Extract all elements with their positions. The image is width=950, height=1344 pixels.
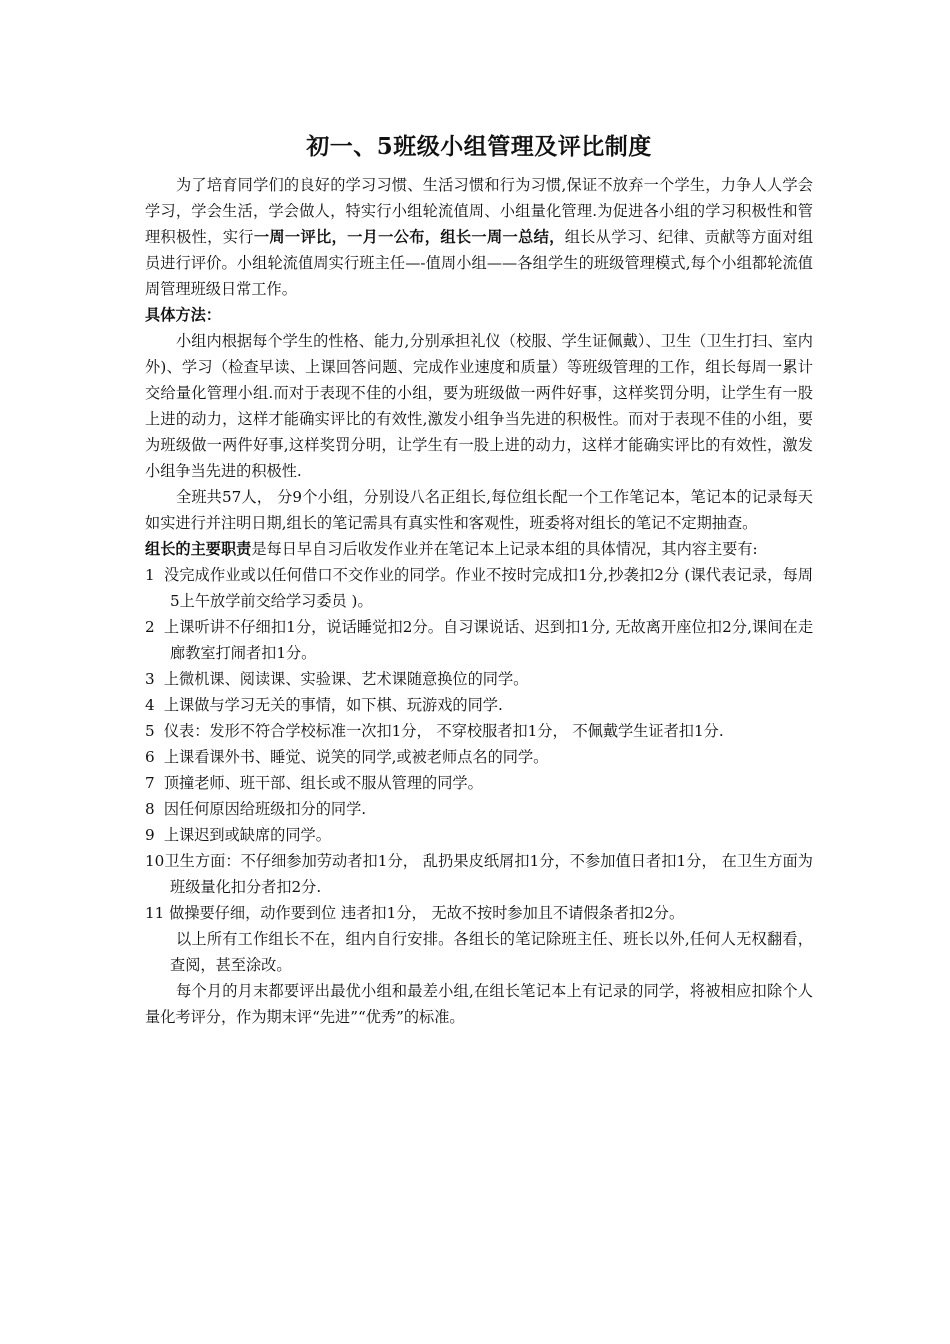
list-item-number: 8	[145, 800, 155, 818]
list-item-text: 仪表：发形不符合学校标准一次扣1分， 不穿校服者扣1分， 不佩戴学生证者扣1分.	[163, 722, 724, 740]
rules-list	[145, 562, 813, 926]
list-item-number: 2	[145, 618, 155, 636]
closing-paragraph-2: 每个月的月末都要评出最优小组和最差小组,在组长笔记本上有记录的同学，将被相应扣除个人量化考评分，作为期末评“先进”“优秀”的标准。	[145, 982, 813, 1026]
list-item-number: 9	[145, 826, 155, 844]
list-item	[145, 796, 813, 822]
list-item	[145, 848, 813, 900]
document-page	[145, 130, 813, 1030]
intro-text-part1: 为了培育同学们的良好的学习习惯、生活习惯和行为习惯,保证不放弃一个学生，力争人人学会学习，学会生活，学会做人，特实行小组轮流值周、小组量化管理.为促进各小组的学习积极性和管理积极性，实行	[145, 176, 813, 246]
method-paragraph-1: 小组内根据每个学生的性格、能力,分别承担礼仪（校服、学生证佩戴）、卫生（卫生打扫、室内外)、学习（检查早读、上课回答问题、完成作业速度和质量）等班级管理的工作，组长每周一累计交给量化管理小组.而对于表现不佳的小组，要为班级做一两件好事，这样奖罚分明，让学生有一股上进的动力，这样才能确实评比的有效性,激发小组争当先进的积极性。而对于表现不佳的小组，要为班级做一两件好事,这样奖罚分明，让学生有一股上进的动力，这样才能确实评比的有效性，激发小组争当先进的积极性.	[145, 332, 813, 480]
list-item	[145, 666, 813, 692]
list-item-text: 上课迟到或缺席的同学。	[163, 826, 331, 844]
method-paragraph-2: 全班共57人， 分9个小组，分别设八名正组长,每位组长配一个工作笔记本，笔记本的记录每天如实进行并注明日期,组长的笔记需具有真实性和客观性，班委将对组长的笔记不定期抽查。	[145, 488, 813, 532]
list-item-number: 11	[145, 904, 165, 922]
intro-text-part2: 组长从学习、纪律、贡献等方面对组员进行评价。小组轮流值周实行班主任—-值周小组——各组学生的班级管理模式,每个小组都轮流值周管理班级日常工作。	[145, 228, 814, 298]
list-item	[145, 718, 813, 744]
intro-paragraph	[145, 172, 813, 302]
list-item	[145, 744, 813, 770]
list-item-number: 4	[145, 696, 155, 714]
list-item	[145, 562, 813, 614]
duty-heading: 组长的主要职责	[145, 540, 252, 558]
list-item	[145, 822, 813, 848]
list-item-text: 上课听讲不仔细扣1分，说话睡觉扣2分。自习课说话、迟到扣1分, 无故离开座位扣2分,课间在走廊教室打闹者扣1分。	[163, 618, 814, 662]
list-item-number: 10	[145, 852, 165, 870]
list-item-text: 上课看课外书、睡觉、说笑的同学,或被老师点名的同学。	[163, 748, 549, 766]
list-item-text: 做操要仔细，动作要到位 违者扣1分， 无故不按时参加且不请假条者扣2分。	[169, 904, 685, 922]
list-item-text: 上课做与学习无关的事情，如下棋、玩游戏的同学.	[163, 696, 503, 714]
duty-text: 是每日早自习后收发作业并在笔记本上记录本组的具体情况，其内容主要有:	[251, 540, 758, 558]
list-item-number: 5	[145, 722, 155, 740]
intro-text-bold: 一周一评比，一月一公布，组长一周一总结，	[253, 228, 565, 246]
document-title: 初一、5班级小组管理及评比制度	[306, 133, 652, 160]
list-item-number: 7	[145, 774, 155, 792]
method-heading: 具体方法：	[145, 306, 221, 324]
list-item	[145, 692, 813, 718]
list-item-text: 卫生方面：不仔细参加劳动者扣1分， 乱扔果皮纸屑扣1分，不参加值日者扣1分， 在卫生方面为班级量化扣分者扣2分.	[164, 852, 813, 896]
list-item-number: 1	[145, 566, 155, 584]
list-item-text: 上微机课、阅读课、实验课、艺术课随意换位的同学。	[163, 670, 529, 688]
duty-paragraph	[145, 536, 813, 562]
list-item-text: 顶撞老师、班干部、组长或不服从管理的同学。	[163, 774, 483, 792]
list-item-number: 3	[145, 670, 155, 688]
list-item-text: 因任何原因给班级扣分的同学.	[163, 800, 367, 818]
list-item-number: 6	[145, 748, 155, 766]
list-item	[145, 770, 813, 796]
closing-paragraph-1: 以上所有工作组长不在，组内自行安排。各组长的笔记除班主任、班长以外,任何人无权翻看，查阅，甚至涂改。	[170, 930, 813, 974]
list-item	[145, 614, 813, 666]
list-item	[145, 900, 813, 926]
list-item-text: 没完成作业或以任何借口不交作业的同学。作业不按时完成扣1分,抄袭扣2分 (课代表记录，每周5上午放学前交给学习委员 )。	[163, 566, 814, 610]
